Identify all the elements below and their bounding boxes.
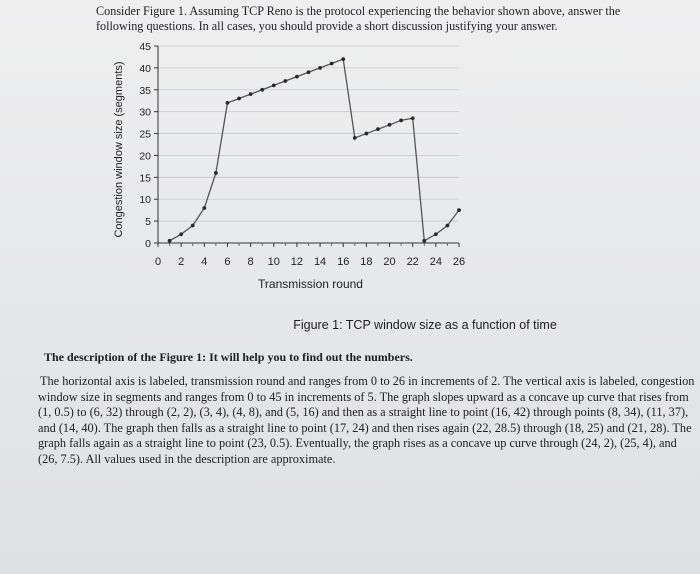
data-point-0-5 [226, 101, 230, 105]
data-point-0-13 [318, 66, 322, 70]
x-axis-label: Transmission round [258, 277, 363, 291]
data-point-0-17 [364, 132, 368, 136]
data-point-0-6 [237, 97, 241, 101]
y-tick-label-15: 15 [139, 172, 151, 185]
data-point-0-15 [341, 57, 345, 61]
y-axis-label: Congestion window size (segments) [113, 61, 125, 238]
x-tick-label-6: 6 [224, 256, 231, 268]
x-tick-label-0: 0 [154, 256, 162, 268]
x-tick-label-18: 18 [360, 256, 373, 268]
data-point-0-24 [446, 224, 450, 228]
data-point-0-14 [330, 62, 334, 66]
data-point-0-2 [191, 224, 195, 228]
data-point-0-1 [179, 232, 183, 236]
x-tick-label-2: 2 [178, 256, 185, 268]
y-tick-label-30: 30 [139, 106, 151, 119]
data-point-0-25 [457, 208, 461, 212]
x-tick-label-20: 20 [383, 256, 396, 268]
data-point-0-3 [202, 206, 206, 210]
data-point-0-7 [249, 92, 253, 96]
x-tick-label-4: 4 [201, 256, 208, 268]
y-tick-label-5: 5 [145, 216, 151, 229]
x-tick-label-10: 10 [267, 256, 280, 268]
x-tick-label-26: 26 [452, 256, 466, 268]
data-point-0-16 [353, 136, 357, 140]
y-tick-label-20: 20 [139, 150, 151, 163]
x-tick-label-8: 8 [247, 256, 254, 268]
data-point-0-23 [434, 232, 438, 236]
x-tick-label-12: 12 [290, 256, 304, 268]
data-point-0-20 [399, 119, 403, 123]
figure-caption: Figure 1: TCP window size as a function of time [293, 318, 557, 332]
data-point-0-12 [307, 70, 311, 74]
data-point-0-4 [214, 171, 218, 175]
x-tick-label-16: 16 [337, 256, 350, 268]
data-point-0-19 [388, 123, 392, 127]
y-tick-label-0: 0 [145, 238, 151, 250]
description-heading: The description of the Figure 1: It will help you to find out the numbers. [44, 350, 413, 364]
y-tick-label-45: 45 [139, 41, 151, 53]
data-point-0-10 [283, 79, 287, 83]
data-point-0-0 [168, 239, 172, 243]
data-point-0-22 [422, 239, 426, 243]
x-tick-label-24: 24 [429, 256, 442, 268]
series-line-0 [170, 59, 459, 241]
x-tick-label-14: 14 [313, 256, 327, 268]
description-body: The horizontal axis is labeled, transmission round and ranges from 0 to 26 in increments of 2. The vertical axis is labeled, congestion window size in segments and ranges from 0 to 45 in increments of 5. The graph slopes upward as a concave up curve that rises from (1, 0.5) to (6, 32) through (2, 2), (3, 4), (4, 8), and (5, 16) and then as a straight line to point (16, 42) through points (8, 34), (11, 37), and (14, 40). The graph then falls as a straight line to point (17, 24) and then rises again (22, 28.5) through (18, 25) and (21, 28). The graph falls again as a straight line to point (23, 0.5). Eventually, the graph rises as a concave up curve through (24, 2), (25, 4), and (26, 7.5). All values used in the description are approximate. [38, 374, 695, 466]
data-point-0-18 [376, 127, 380, 131]
y-tick-label-10: 10 [139, 194, 151, 207]
data-point-0-9 [272, 84, 276, 88]
intro-text: Consider Figure 1. Assuming TCP Reno is the protocol experiencing the behavior shown above, answer the following questions. In all cases, you should provide a short discussion justifying your answer. [96, 4, 621, 33]
y-tick-label-25: 25 [139, 128, 151, 141]
y-tick-label-40: 40 [139, 62, 151, 75]
data-point-0-8 [260, 88, 264, 92]
y-tick-label-35: 35 [139, 84, 151, 97]
x-tick-label-22: 22 [406, 256, 419, 268]
data-point-0-21 [411, 116, 415, 120]
data-point-0-11 [295, 75, 299, 79]
